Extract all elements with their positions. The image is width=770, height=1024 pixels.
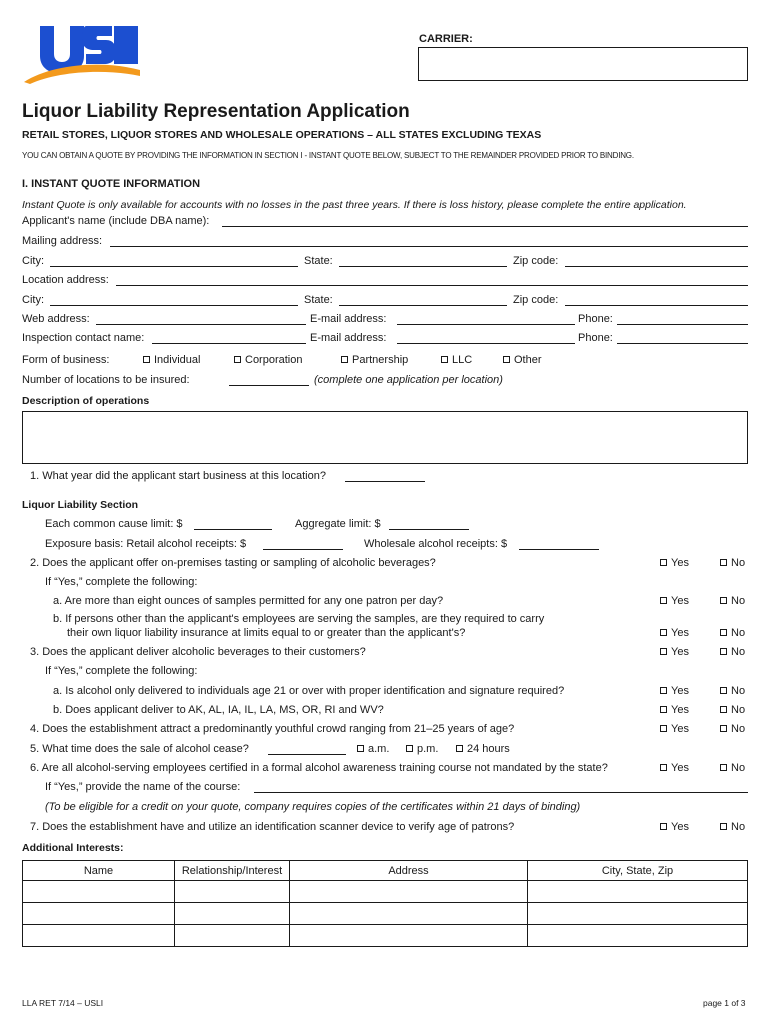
table-row: [23, 925, 748, 947]
checkbox-icon: [456, 745, 463, 752]
checkbox-icon: [341, 356, 348, 363]
each-common-label: Each common cause limit: $: [45, 518, 183, 530]
form-option-llc[interactable]: LLC: [441, 354, 472, 367]
subtitle: RETAIL STORES, LIQUOR STORES AND WHOLESALE OPERATIONS – ALL STATES EXCLUDING TEXAS: [22, 129, 542, 141]
web-label: Web address:: [22, 313, 90, 325]
city-field-2[interactable]: [50, 305, 298, 306]
checkbox-icon: [720, 706, 727, 713]
location-field[interactable]: [116, 285, 748, 286]
web-field[interactable]: [96, 324, 306, 325]
q2b-no[interactable]: No: [720, 627, 745, 640]
locations-note: (complete one application per location): [314, 374, 503, 386]
checkbox-icon: [720, 725, 727, 732]
checkbox-icon: [720, 764, 727, 771]
phone-field-2[interactable]: [617, 343, 748, 344]
inspection-field[interactable]: [152, 343, 306, 344]
description-label: Description of operations: [22, 395, 150, 407]
q3-yes[interactable]: Yes: [660, 646, 689, 659]
email-field[interactable]: [397, 324, 575, 325]
form-of-business-label: Form of business:: [22, 354, 110, 366]
table-cell[interactable]: [290, 903, 528, 925]
checkbox-icon: [660, 725, 667, 732]
mailing-field[interactable]: [110, 246, 748, 247]
footer-form-id: LLA RET 7/14 – USLI: [22, 998, 104, 1008]
course-name-field[interactable]: [254, 792, 748, 793]
q5-am[interactable]: a.m.: [357, 743, 389, 756]
inspection-label: Inspection contact name:: [22, 332, 145, 344]
city-field[interactable]: [50, 266, 298, 267]
additional-heading: Additional Interests:: [22, 842, 124, 854]
table-cell[interactable]: [528, 881, 748, 903]
form-option-corporation[interactable]: Corporation: [234, 354, 302, 367]
checkbox-icon: [441, 356, 448, 363]
locations-field[interactable]: [229, 385, 309, 386]
col-relationship: Relationship/Interest: [175, 861, 290, 881]
question-1-field[interactable]: [345, 481, 425, 482]
table-row: [23, 903, 748, 925]
locations-label: Number of locations to be insured:: [22, 374, 190, 386]
q3a-yes[interactable]: Yes: [660, 685, 689, 698]
checkbox-icon: [406, 745, 413, 752]
applicant-field[interactable]: [222, 226, 748, 227]
q6-no[interactable]: No: [720, 762, 745, 775]
col-city-state-zip: City, State, Zip: [528, 861, 748, 881]
retail-receipts-field[interactable]: [263, 549, 343, 550]
additional-interests-table: [22, 860, 748, 947]
q7-yes[interactable]: Yes: [660, 821, 689, 834]
location-label: Location address:: [22, 274, 109, 286]
zip-field-2[interactable]: [565, 305, 748, 306]
email-label: E-mail address:: [310, 313, 387, 325]
q4-yes[interactable]: Yes: [660, 723, 689, 736]
q3-if-yes: If “Yes,” complete the following:: [45, 665, 198, 677]
q3-no[interactable]: No: [720, 646, 745, 659]
state-field[interactable]: [339, 266, 507, 267]
table-cell[interactable]: [528, 903, 748, 925]
col-name: Name: [23, 861, 175, 881]
q7-no[interactable]: No: [720, 821, 745, 834]
q2-if-yes: If “Yes,” complete the following:: [45, 576, 198, 588]
q2-yes[interactable]: Yes: [660, 557, 689, 570]
city-label-2: City:: [22, 294, 44, 306]
q2b-yes[interactable]: Yes: [660, 627, 689, 640]
table-cell[interactable]: [23, 881, 175, 903]
table-cell[interactable]: [290, 881, 528, 903]
aggregate-field[interactable]: [389, 529, 469, 530]
notice: YOU CAN OBTAIN A QUOTE BY PROVIDING THE INFORMATION IN SECTION I - INSTANT QUOTE BELOW, SUBJECT TO THE REMAINDER PROVIDED PRIOR TO BINDING.: [22, 151, 634, 160]
q2a-no[interactable]: No: [720, 595, 745, 608]
checkbox-icon: [143, 356, 150, 363]
checkbox-icon: [660, 687, 667, 694]
checkbox-icon: [720, 559, 727, 566]
phone-label-2: Phone:: [578, 332, 613, 344]
email-field-2[interactable]: [397, 343, 575, 344]
state-field-2[interactable]: [339, 305, 507, 306]
checkbox-icon: [660, 597, 667, 604]
checkbox-icon: [660, 706, 667, 713]
retail-receipts-label: Exposure basis: Retail alcohol receipts: $: [45, 538, 247, 550]
liquor-heading: Liquor Liability Section: [22, 499, 139, 511]
footer-page-number: page 1 of 3: [703, 998, 746, 1008]
checkbox-icon: [720, 687, 727, 694]
question-2a: a. Are more than eight ounces of samples permitted for any one patron per day?: [53, 595, 444, 607]
section-heading: I. INSTANT QUOTE INFORMATION: [22, 178, 201, 190]
table-row: [23, 881, 748, 903]
city-label: City:: [22, 255, 44, 267]
question-3a: a. Is alcohol only delivered to individuals age 21 or over with proper identification and signature required?: [53, 685, 565, 697]
checkbox-icon: [720, 597, 727, 604]
applicant-label: Applicant's name (include DBA name):: [22, 215, 210, 227]
q5-pm[interactable]: p.m.: [406, 743, 438, 756]
checkbox-icon: [720, 648, 727, 655]
checkbox-icon: [720, 823, 727, 830]
checkbox-icon: [660, 823, 667, 830]
table-header-row: [23, 861, 748, 881]
checkbox-icon: [660, 559, 667, 566]
mailing-label: Mailing address:: [22, 235, 103, 247]
table-cell[interactable]: [175, 881, 290, 903]
wholesale-receipts-label: Wholesale alcohol receipts: $: [364, 538, 508, 550]
question-5-field[interactable]: [268, 754, 346, 755]
table-cell[interactable]: [175, 925, 290, 947]
state-label: State:: [304, 255, 333, 267]
question-2: 2. Does the applicant offer on-premises tasting or sampling of alcoholic beverages?: [30, 557, 436, 569]
question-7: 7. Does the establishment have and utilize an identification scanner device to verify age of patrons?: [30, 821, 515, 833]
phone-field[interactable]: [617, 324, 748, 325]
state-label-2: State:: [304, 294, 333, 306]
usli-logo: [22, 20, 142, 84]
carrier-input[interactable]: [418, 47, 748, 81]
question-3b: b. Does applicant deliver to AK, AL, IA, IL, LA, MS, OR, RI and WV?: [53, 704, 384, 716]
q6-if-yes: If “Yes,” provide the name of the course:: [45, 781, 241, 793]
question-6: 6. Are all alcohol-serving employees certified in a formal alcohol awareness training course not mandated by the state?: [30, 762, 608, 774]
form-option-partnership[interactable]: Partnership: [341, 354, 408, 367]
table-cell[interactable]: [23, 903, 175, 925]
q6-note: (To be eligible for a credit on your quote, company requires copies of the certificates within 21 days of binding): [45, 801, 581, 813]
wholesale-receipts-field[interactable]: [519, 549, 599, 550]
q3b-no[interactable]: No: [720, 704, 745, 717]
q3a-no[interactable]: No: [720, 685, 745, 698]
q2a-yes[interactable]: Yes: [660, 595, 689, 608]
checkbox-icon: [660, 648, 667, 655]
instant-quote-note: Instant Quote is only available for accounts with no losses in the past three years. If there is loss history, please complete the entire application.: [22, 199, 687, 211]
checkbox-icon: [720, 629, 727, 636]
checkbox-icon: [660, 764, 667, 771]
question-3: 3. Does the applicant deliver alcoholic beverages to their customers?: [30, 646, 366, 658]
table-cell[interactable]: [528, 925, 748, 947]
question-2b-line1: b. If persons other than the applicant's employees are serving the samples, are they required to carry: [53, 613, 545, 625]
q5-24hours[interactable]: 24 hours: [456, 743, 510, 756]
phone-label: Phone:: [578, 313, 613, 325]
zip-label: Zip code:: [513, 255, 559, 267]
col-address: Address: [290, 861, 528, 881]
checkbox-icon: [660, 629, 667, 636]
table-cell[interactable]: [23, 925, 175, 947]
each-common-field[interactable]: [194, 529, 272, 530]
question-1: 1. What year did the applicant start business at this location?: [30, 470, 326, 482]
question-4: 4. Does the establishment attract a predominantly youthful crowd ranging from 21–25 years of age?: [30, 723, 515, 735]
zip-label-2: Zip code:: [513, 294, 559, 306]
q2-no[interactable]: No: [720, 557, 745, 570]
description-input[interactable]: [22, 411, 748, 464]
checkbox-icon: [234, 356, 241, 363]
q3b-yes[interactable]: Yes: [660, 704, 689, 717]
email-label-2: E-mail address:: [310, 332, 387, 344]
checkbox-icon: [503, 356, 510, 363]
checkbox-icon: [357, 745, 364, 752]
q4-no[interactable]: No: [720, 723, 745, 736]
carrier-label: CARRIER:: [419, 33, 473, 45]
form-option-other[interactable]: Other: [503, 354, 542, 367]
form-option-individual[interactable]: Individual: [143, 354, 200, 367]
aggregate-label: Aggregate limit: $: [295, 518, 381, 530]
page-title: Liquor Liability Representation Application: [22, 101, 410, 122]
q6-yes[interactable]: Yes: [660, 762, 689, 775]
question-2b-line2: their own liquor liability insurance at limits equal to or greater than the applicant's?: [67, 627, 466, 639]
table-cell[interactable]: [175, 903, 290, 925]
zip-field[interactable]: [565, 266, 748, 267]
question-5: 5. What time does the sale of alcohol cease?: [30, 743, 249, 755]
table-cell[interactable]: [290, 925, 528, 947]
